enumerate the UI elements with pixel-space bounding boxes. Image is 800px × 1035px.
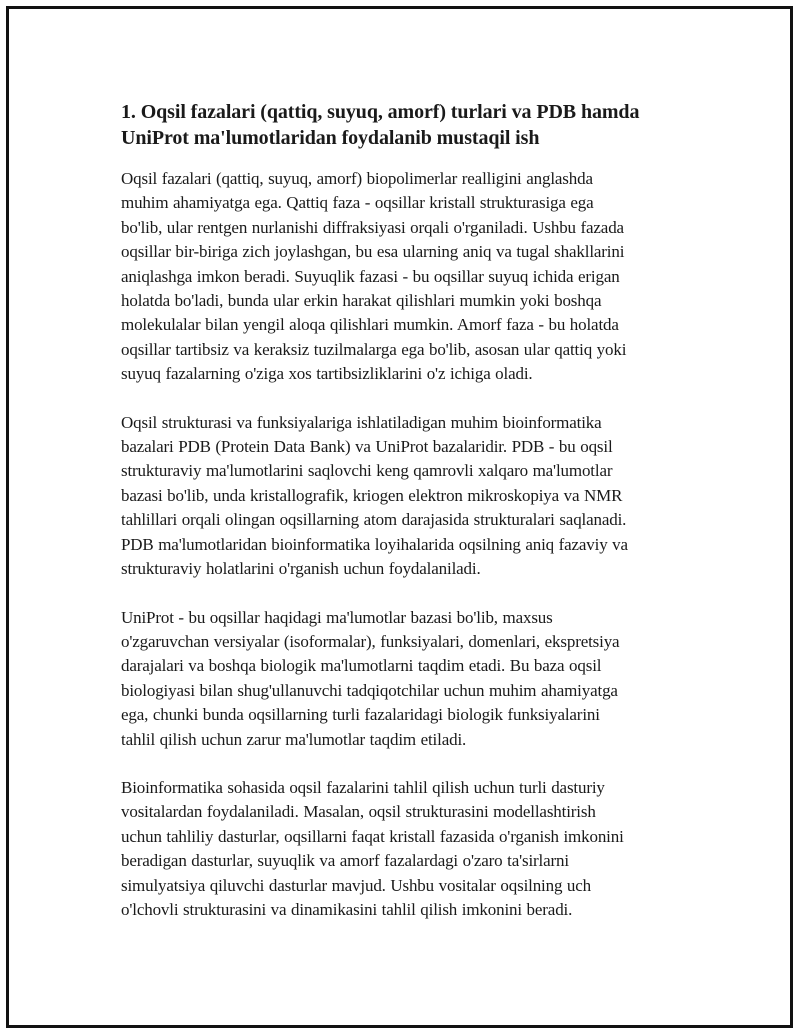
text-line: o'zgaruvchan versiyalar (isoformalar), funksiyalari, domenlari, ekspretsiya	[121, 631, 620, 651]
text-line: vositalardan foydalaniladi. Masalan, oqsil strukturasini modellashtirish	[121, 802, 596, 822]
text-line: strukturaviy holatlarini o'rganish uchun foydalaniladi.	[121, 559, 481, 579]
text-line: oqsillar tartibsiz va keraksiz tuzilmalarga ega bo'lib, asosan ular qattiq yoki	[121, 339, 627, 359]
text-line: suyuq fazalarning o'ziga xos tartibsizliklarini o'z ichiga oladi.	[121, 364, 533, 384]
title-line: 1. Oqsil fazalari (qattiq, suyuq, amorf) turlari va PDB hamda	[121, 101, 640, 123]
page-frame	[6, 6, 793, 1028]
text-line: ega, chunki bunda oqsillarning turli fazalaridagi biologik funksiyalarini	[121, 705, 600, 725]
paragraph-uniprot	[121, 606, 691, 752]
text-line: UniProt - bu oqsillar haqidagi ma'lumotlar bazasi bo'lib, maxsus	[121, 607, 553, 627]
text-line: beradigan dasturlar, suyuqlik va amorf fazalardagi o'zaro ta'sirlarni	[121, 851, 569, 871]
text-line: simulyatsiya qiluvchi dasturlar mavjud. Ushbu vositalar oqsilning uch	[121, 875, 592, 895]
text-line: oqsillar bir-biriga zich joylashgan, bu esa ularning aniq va tugal shakllarini	[121, 242, 625, 262]
text-line: o'lchovli strukturasini va dinamikasini tahlil qilish imkonini beradi.	[121, 899, 573, 919]
paragraph-tools	[121, 776, 691, 922]
document-body	[121, 99, 691, 946]
title-line: UniProt ma'lumotlaridan foydalanib mustaqil ish	[121, 127, 540, 149]
paragraph-phases	[121, 167, 691, 387]
document-title	[121, 99, 691, 151]
text-line: molekulalar bilan yengil aloqa qilishlari mumkin. Amorf faza - bu holatda	[121, 315, 619, 335]
text-line: uchun tahliliy dasturlar, oqsillarni faqat kristall fazasida o'rganish imkonini	[121, 826, 624, 846]
text-line: tahlil qilish uchun zarur ma'lumotlar taqdim etiladi.	[121, 729, 467, 749]
text-line: bo'lib, ular rentgen nurlanishi diffraksiyasi orqali o'rganiladi. Ushbu fazada	[121, 217, 624, 237]
text-line: bazasi bo'lib, unda kristallografik, kriogen elektron mikroskopiya va NMR	[121, 485, 623, 505]
text-line: bazalari PDB (Protein Data Bank) va UniProt bazalaridir. PDB - bu oqsil	[121, 437, 613, 457]
text-line: holatda bo'ladi, bunda ular erkin harakat qilishlari mumkin yoki boshqa	[121, 291, 602, 311]
text-line: darajalari va boshqa biologik ma'lumotlarni taqdim etadi. Bu baza oqsil	[121, 656, 602, 676]
text-line: Bioinformatika sohasida oqsil fazalarini tahlil qilish uchun turli dasturiy	[121, 777, 605, 797]
text-line: PDB ma'lumotlaridan bioinformatika loyihalarida oqsilning aniq fazaviy va	[121, 534, 628, 554]
paragraph-pdb	[121, 411, 691, 582]
text-line: tahlillari orqali olingan oqsillarning atom darajasida strukturalari saqlanadi.	[121, 510, 627, 530]
text-line: Oqsil strukturasi va funksiyalariga ishlatiladigan muhim bioinformatika	[121, 412, 602, 432]
text-line: aniqlashga imkon beradi. Suyuqlik fazasi - bu oqsillar suyuq ichida erigan	[121, 266, 620, 286]
text-line: Oqsil fazalari (qattiq, suyuq, amorf) biopolimerlar realligini anglashda	[121, 169, 593, 188]
text-line: strukturaviy ma'lumotlarini saqlovchi keng qamrovli xalqaro ma'lumotlar	[121, 461, 613, 481]
text-line: muhim ahamiyatga ega. Qattiq faza - oqsillar kristall strukturasiga ega	[121, 193, 594, 213]
text-line: biologiyasi bilan shug'ullanuvchi tadqiqotchilar uchun muhim ahamiyatga	[121, 680, 618, 700]
